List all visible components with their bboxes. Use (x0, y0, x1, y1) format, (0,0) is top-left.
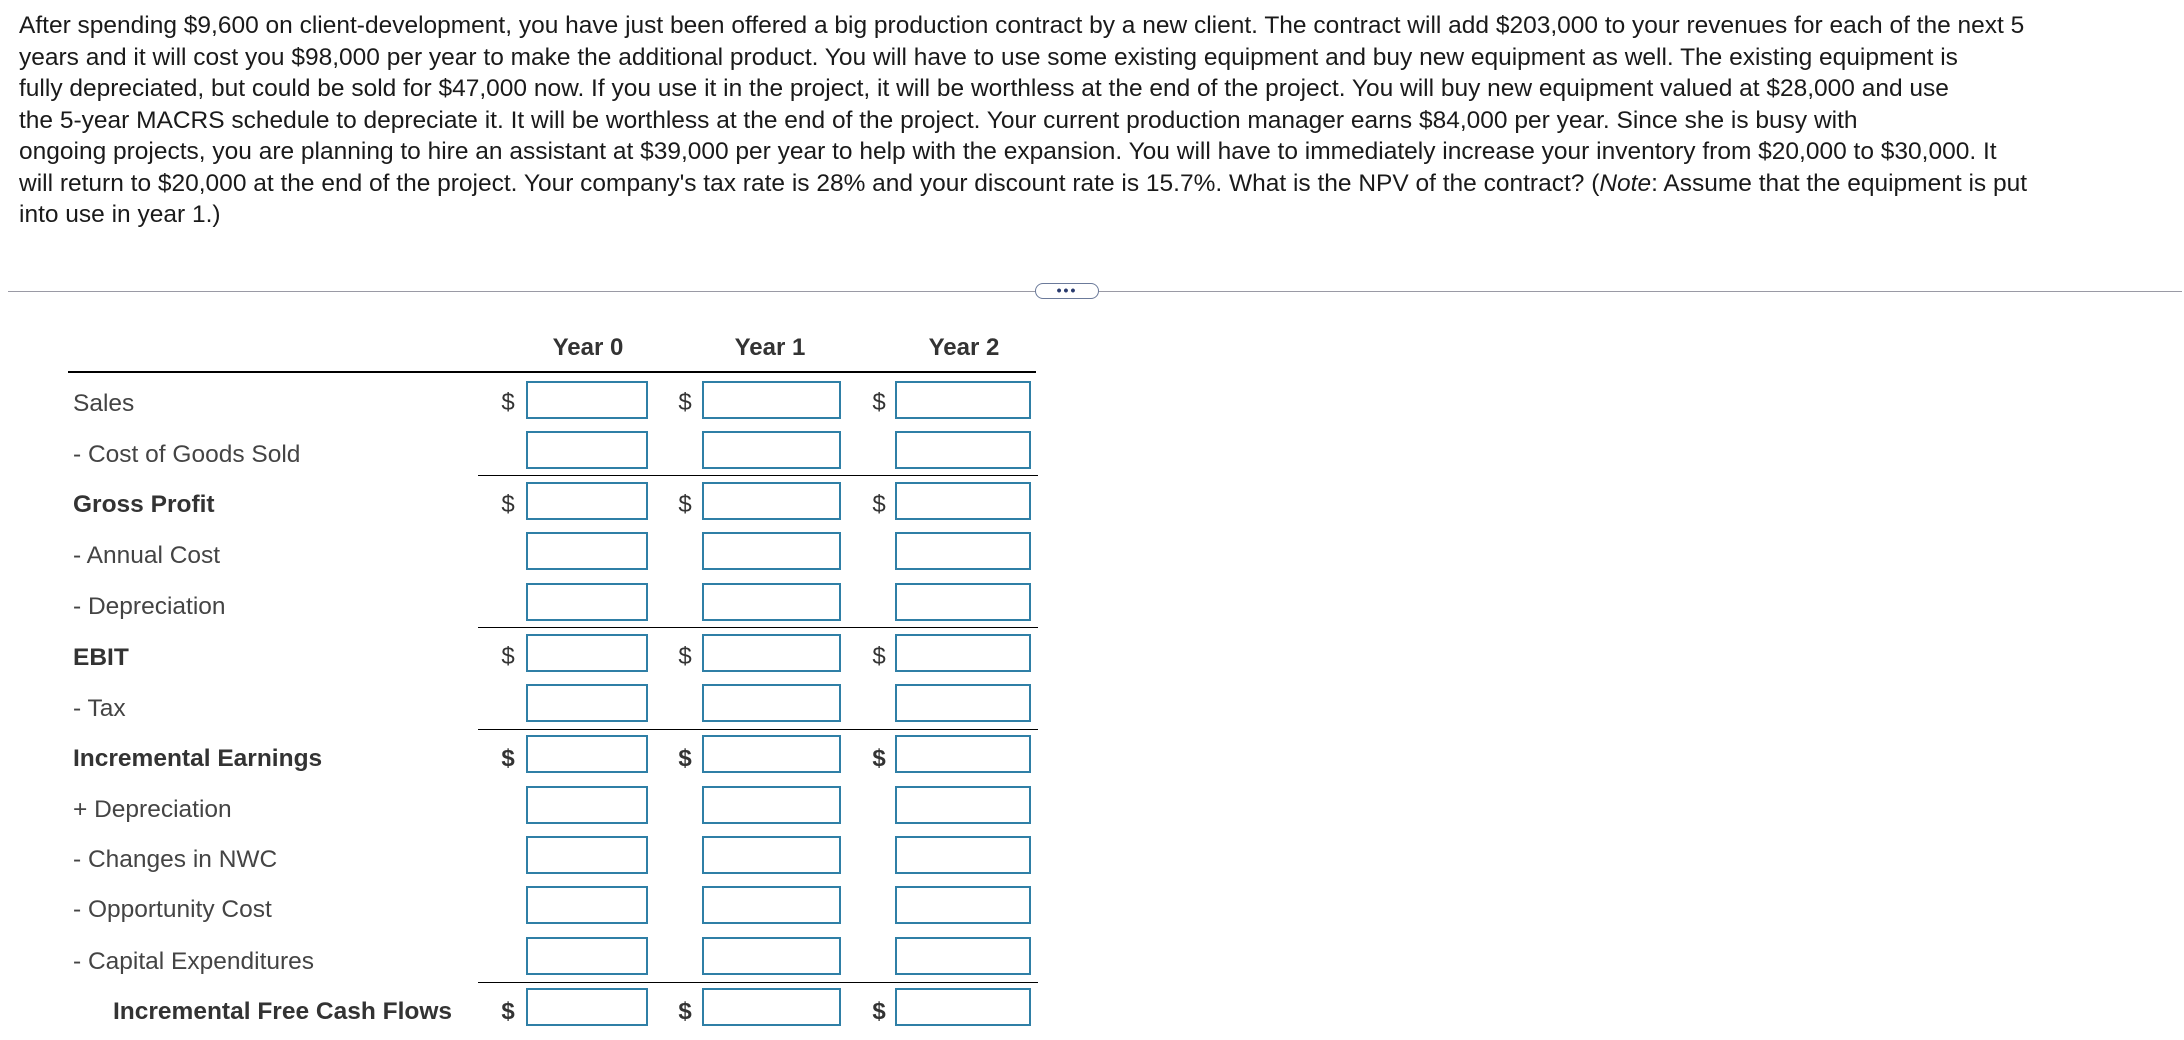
nwc-year-0-input[interactable] (526, 836, 648, 874)
incremental-earnings-year-1-input[interactable] (702, 735, 841, 773)
ebit-year-1-input[interactable] (702, 634, 841, 672)
ebit-year-0-input[interactable] (526, 634, 648, 672)
currency-symbol: $ (678, 745, 692, 772)
row-label-tax: - Tax (73, 695, 126, 722)
row-label-incremental-fcf: Incremental Free Cash Flows (113, 998, 453, 1025)
sum-rule (478, 627, 1038, 628)
row-label-sales: Sales (73, 390, 135, 417)
currency-symbol: $ (501, 389, 515, 416)
currency-symbol: $ (872, 389, 886, 416)
note-label: Note (1599, 169, 1652, 197)
gross-profit-year-1-input[interactable] (702, 482, 841, 520)
currency-symbol: $ (872, 491, 886, 518)
opportunity-cost-year-2-input[interactable] (895, 886, 1031, 924)
currency-symbol: $ (678, 491, 692, 518)
nwc-year-2-input[interactable] (895, 836, 1031, 874)
add-depreciation-year-2-input[interactable] (895, 786, 1031, 824)
problem-text: After spending $9,600 on client-development, you have just been offered a big production contract by a new client. The contract will add $203,000 to your revenues for each of the next 5 years and it will cost you $98,000 per year to make the additional product. You will have to use some existing equipment and buy new equipment as well. The existing equipment is fully depreciated, but could be sold for $47,000 now. If you use it in the project, it will be worthless at the end of the project. You will buy new equipment valued at $28,000 and use the 5-year MACRS schedule to depreciate it. It will be worthless at the end of the project. Your current production manager earns $84,000 per year. Since she is busy with ongoing projects, you are planning to hire an assistant at $39,000 per year to help with the expansion. You will have to immediately increase your inventory from $20,000 to $30,000. It will return to $20,000 at the end of the project. Your company's tax rate is 28% and your discount rate is 15.7%. What is the NPV of the contract? ( (19, 12, 2025, 197)
fcf-year-1-input[interactable] (702, 988, 841, 1026)
row-label-incremental-earnings: Incremental Earnings (73, 745, 323, 772)
sum-rule (478, 729, 1038, 730)
depreciation-year-0-input[interactable] (526, 583, 648, 621)
gross-profit-year-2-input[interactable] (895, 482, 1031, 520)
problem-text-end: : Assume that the equipment is put into use in year 1.) (19, 169, 2028, 228)
tax-year-0-input[interactable] (526, 684, 648, 722)
incremental-earnings-year-2-input[interactable] (895, 735, 1031, 773)
depreciation-year-2-input[interactable] (895, 583, 1031, 621)
currency-symbol: $ (501, 745, 515, 772)
incremental-earnings-year-0-input[interactable] (526, 735, 648, 773)
row-label-cogs: - Cost of Goods Sold (73, 441, 301, 468)
opportunity-cost-year-0-input[interactable] (526, 886, 648, 924)
currency-symbol: $ (872, 745, 886, 772)
add-depreciation-year-1-input[interactable] (702, 786, 841, 824)
cogs-year-2-input[interactable] (895, 431, 1031, 469)
sales-year-0-input[interactable] (526, 381, 648, 419)
currency-symbol: $ (678, 389, 692, 416)
fcf-year-2-input[interactable] (895, 988, 1031, 1026)
currency-symbol: $ (678, 643, 692, 670)
currency-symbol: $ (678, 998, 692, 1025)
cogs-year-0-input[interactable] (526, 431, 648, 469)
tax-year-2-input[interactable] (895, 684, 1031, 722)
sum-rule (478, 475, 1038, 476)
column-header-year-1: Year 1 (734, 334, 806, 361)
row-label-add-depreciation: + Depreciation (73, 796, 232, 823)
column-header-year-2: Year 2 (928, 334, 1000, 361)
row-label-changes-in-nwc: - Changes in NWC (73, 846, 278, 873)
row-label-ebit: EBIT (73, 644, 129, 671)
expand-more-button[interactable]: ••• (1035, 283, 1099, 299)
row-label-annual-cost: - Annual Cost (73, 542, 221, 569)
row-label-opportunity-cost: - Opportunity Cost (73, 896, 272, 923)
row-label-capital-expenditures: - Capital Expenditures (73, 948, 315, 975)
cogs-year-1-input[interactable] (702, 431, 841, 469)
opportunity-cost-year-1-input[interactable] (702, 886, 841, 924)
capex-year-2-input[interactable] (895, 937, 1031, 975)
annual-cost-year-2-input[interactable] (895, 532, 1031, 570)
sales-year-1-input[interactable] (702, 381, 841, 419)
gross-profit-year-0-input[interactable] (526, 482, 648, 520)
annual-cost-year-0-input[interactable] (526, 532, 648, 570)
currency-symbol: $ (872, 998, 886, 1025)
capex-year-0-input[interactable] (526, 937, 648, 975)
problem-statement (19, 10, 2169, 231)
row-label-gross-profit: Gross Profit (73, 491, 215, 518)
ebit-year-2-input[interactable] (895, 634, 1031, 672)
row-label-depreciation: - Depreciation (73, 593, 226, 620)
sales-year-2-input[interactable] (895, 381, 1031, 419)
tax-year-1-input[interactable] (702, 684, 841, 722)
nwc-year-1-input[interactable] (702, 836, 841, 874)
header-rule (68, 371, 1036, 373)
currency-symbol: $ (501, 998, 515, 1025)
sum-rule (478, 982, 1038, 983)
annual-cost-year-1-input[interactable] (702, 532, 841, 570)
column-header-year-0: Year 0 (552, 334, 624, 361)
add-depreciation-year-0-input[interactable] (526, 786, 648, 824)
currency-symbol: $ (872, 643, 886, 670)
currency-symbol: $ (501, 491, 515, 518)
fcf-year-0-input[interactable] (526, 988, 648, 1026)
capex-year-1-input[interactable] (702, 937, 841, 975)
currency-symbol: $ (501, 643, 515, 670)
depreciation-year-1-input[interactable] (702, 583, 841, 621)
